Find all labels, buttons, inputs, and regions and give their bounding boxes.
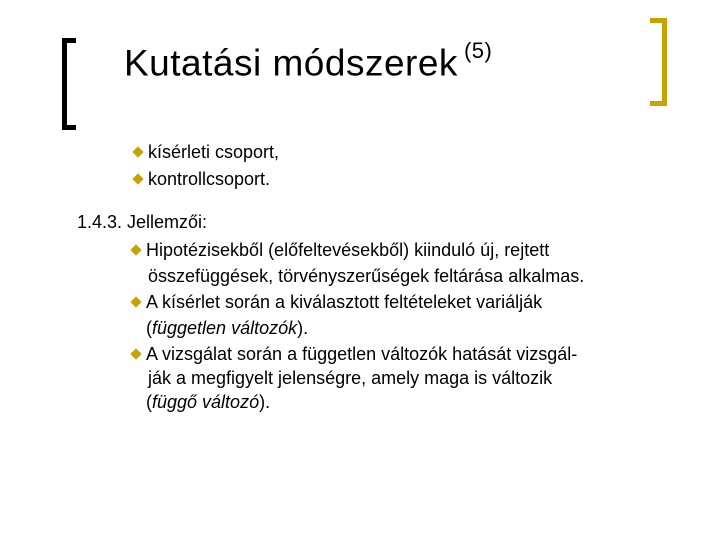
diamond-bullet-icon: [130, 348, 141, 359]
diamond-bullet-icon: [132, 173, 143, 184]
bullet-3-line-1-text: A vizsgálat során a független változók hatását vizsgál-: [146, 344, 578, 364]
bullet-2-italic-term: független változók: [152, 318, 298, 338]
section-heading: 1.4.3. Jellemzői:: [77, 212, 208, 232]
bullet-3-paren-open: (: [146, 392, 152, 412]
slide-title: [124, 38, 493, 84]
diamond-bullet-icon: [130, 244, 141, 255]
left-bracket-decoration: [62, 38, 76, 130]
bullet-3-line-2: ják a megfigyelt jelenségre, amely maga is változik: [148, 368, 553, 388]
bullet-3-paren-close: ).: [259, 392, 271, 412]
list-item-text: kísérleti csoport,: [148, 142, 280, 162]
bullet-1-line-1: [132, 238, 549, 262]
bullet-3-line-1: [132, 342, 577, 366]
bullet-3-italic-term: függő változó: [152, 392, 260, 412]
list-item-text: kontrollcsoport.: [148, 169, 271, 189]
list-item: [134, 167, 270, 191]
bullet-2-paren-close: ).: [297, 318, 309, 338]
list-item: [134, 140, 279, 164]
right-bracket-decoration: [650, 18, 667, 106]
bullet-1-line-1-text: Hipotézisekből (előfeltevésekből) kiinduló új, rejtett: [146, 240, 550, 260]
bullet-2-line-1-text: A kísérlet során a kiválasztott feltételeket variálják: [146, 292, 543, 312]
bullet-3-line-3: [146, 390, 270, 414]
diamond-bullet-icon: [132, 146, 143, 157]
bullet-2-paren-open: (: [146, 318, 152, 338]
slide-title-text: Kutatási módszerek: [124, 42, 458, 84]
bullet-2-line-2: [146, 316, 308, 340]
bullet-2-line-1: [132, 290, 542, 314]
bullet-1-line-2: összefüggések, törvényszerűségek feltárása alkalmas.: [148, 266, 585, 286]
slide-title-superscript: (5): [463, 38, 493, 63]
diamond-bullet-icon: [130, 296, 141, 307]
